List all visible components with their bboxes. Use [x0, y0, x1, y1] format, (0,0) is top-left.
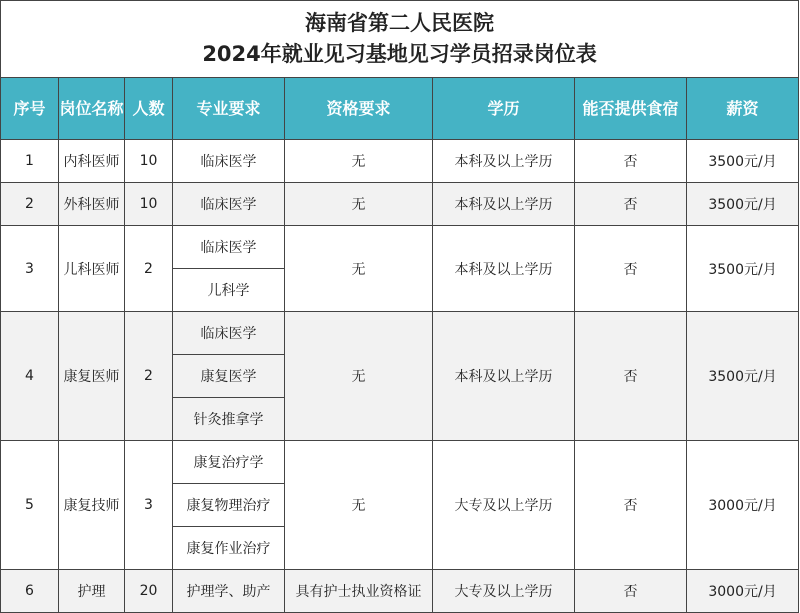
table-row: [1, 140, 799, 183]
header-count: 人数: [125, 78, 173, 140]
cell-count: 10: [125, 140, 173, 183]
cell-position: 康复医师: [59, 312, 125, 441]
cell-major: 临床医学: [173, 226, 285, 269]
cell-salary: 3500元/月: [687, 140, 799, 183]
cell-qualification: 无: [285, 312, 433, 441]
cell-position: 康复技师: [59, 441, 125, 570]
table-row: [1, 226, 799, 269]
cell-qualification: 无: [285, 226, 433, 312]
header-qualification: 资格要求: [285, 78, 433, 140]
table-title: [1, 1, 799, 78]
cell-salary: 3500元/月: [687, 226, 799, 312]
cell-major: 临床医学: [173, 312, 285, 355]
cell-salary: 3000元/月: [687, 570, 799, 613]
cell-education: 本科及以上学历: [433, 312, 575, 441]
cell-count: 2: [125, 226, 173, 312]
cell-count: 3: [125, 441, 173, 570]
cell-board: 否: [575, 570, 687, 613]
cell-no: 4: [1, 312, 59, 441]
table-row: [1, 441, 799, 484]
cell-qualification: 无: [285, 441, 433, 570]
cell-board: 否: [575, 312, 687, 441]
cell-no: 3: [1, 226, 59, 312]
cell-major: 护理学、助产: [173, 570, 285, 613]
header-major: 专业要求: [173, 78, 285, 140]
cell-education: 大专及以上学历: [433, 441, 575, 570]
cell-qualification: 无: [285, 140, 433, 183]
cell-position: 儿科医师: [59, 226, 125, 312]
cell-position: 外科医师: [59, 183, 125, 226]
cell-position: 内科医师: [59, 140, 125, 183]
header-no: 序号: [1, 78, 59, 140]
cell-count: 2: [125, 312, 173, 441]
header-board: 能否提供食宿: [575, 78, 687, 140]
cell-education: 本科及以上学历: [433, 183, 575, 226]
cell-salary: 3500元/月: [687, 183, 799, 226]
cell-major: 康复治疗学: [173, 441, 285, 484]
cell-board: 否: [575, 183, 687, 226]
header-position: 岗位名称: [59, 78, 125, 140]
cell-education: 本科及以上学历: [433, 140, 575, 183]
cell-education: 本科及以上学历: [433, 226, 575, 312]
cell-board: 否: [575, 226, 687, 312]
table-row: [1, 312, 799, 355]
cell-major: 康复物理治疗: [173, 484, 285, 527]
cell-major: 临床医学: [173, 140, 285, 183]
cell-board: 否: [575, 441, 687, 570]
header-salary: 薪资: [687, 78, 799, 140]
cell-count: 20: [125, 570, 173, 613]
cell-qualification: 无: [285, 183, 433, 226]
cell-salary: 3500元/月: [687, 312, 799, 441]
title-line-2: 2024年就业见习基地见习学员招录岗位表: [202, 42, 597, 66]
cell-board: 否: [575, 140, 687, 183]
table-row: [1, 183, 799, 226]
cell-qualification: 具有护士执业资格证: [285, 570, 433, 613]
cell-no: 1: [1, 140, 59, 183]
cell-no: 6: [1, 570, 59, 613]
cell-salary: 3000元/月: [687, 441, 799, 570]
cell-major: 康复作业治疗: [173, 527, 285, 570]
cell-education: 大专及以上学历: [433, 570, 575, 613]
cell-no: 5: [1, 441, 59, 570]
cell-count: 10: [125, 183, 173, 226]
table-row: [1, 570, 799, 613]
title-line-1: 海南省第二人民医院: [305, 11, 495, 35]
cell-major: 康复医学: [173, 355, 285, 398]
cell-no: 2: [1, 183, 59, 226]
cell-major: 儿科学: [173, 269, 285, 312]
cell-major: 针灸推拿学: [173, 398, 285, 441]
cell-position: 护理: [59, 570, 125, 613]
cell-major: 临床医学: [173, 183, 285, 226]
header-education: 学历: [433, 78, 575, 140]
table-body: [1, 140, 799, 613]
